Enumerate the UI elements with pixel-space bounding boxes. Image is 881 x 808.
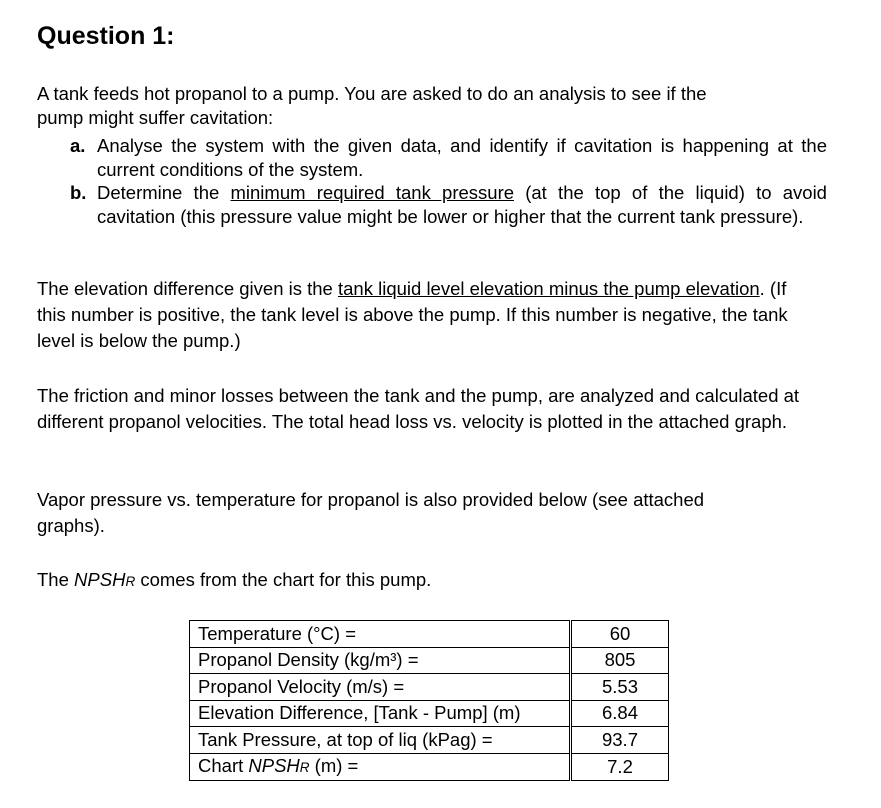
npshr-text-after: comes from the chart for this pump.: [135, 569, 432, 590]
npshr-text-npsh: NPSH: [74, 569, 126, 590]
task-item-a: [37, 134, 827, 181]
task-marker-b: b.: [70, 182, 87, 203]
table-value-cell: 6.84: [571, 700, 669, 727]
table-label-cell: Temperature (°C) =: [190, 621, 571, 648]
table-row: [190, 621, 669, 648]
elevation-paragraph: [37, 276, 812, 354]
intro-line-1: A tank feeds hot propanol to a pump. You are asked to do an analysis to see if the: [37, 83, 707, 104]
npshr-label-npsh: NPSH: [248, 754, 300, 776]
table-row: [190, 700, 669, 727]
npshr-text-before: The: [37, 569, 75, 590]
question-title: Question 1:: [37, 22, 175, 50]
table-row: [190, 647, 669, 674]
vapor-paragraph: Vapor pressure vs. temperature for propanol is also provided below (see attached graphs).: [37, 489, 705, 536]
task-item-b: [37, 181, 827, 228]
table-value-cell: 5.53: [571, 674, 669, 701]
table-label-cell: Tank Pressure, at top of liq (kPag) =: [190, 727, 571, 754]
table-value-cell: 60: [571, 621, 669, 648]
intro-paragraph: [37, 82, 827, 129]
table-value-cell: 7.2: [571, 753, 669, 780]
npshr-label-sub: R: [299, 759, 310, 775]
table-label-cell: Elevation Difference, [Tank - Pump] (m): [190, 700, 571, 727]
task-list: [37, 134, 827, 228]
task-text-b-after: (at the top of the liquid) to avoid cavitation (this pressure value might be lower or higher that the current tank pressure).: [97, 182, 827, 227]
intro-line-2: pump might suffer cavitation:: [37, 106, 274, 128]
task-text-a: Analyse the system with the given data, and identify if cavitation is happening at the current conditions of the system.: [97, 135, 827, 180]
elevation-text-after: . (If this number is positive, the tank level is above the pump. If this number is negative, the tank level is below the pump.): [37, 278, 788, 351]
table-row: [190, 727, 669, 754]
elevation-text-underlined: tank liquid level elevation minus the pump elevation: [338, 278, 760, 299]
table-label-cell: [190, 753, 571, 780]
task-text-b-before: Determine the: [97, 182, 231, 203]
npshr-label-before: Chart: [198, 754, 249, 776]
table-value-cell: 93.7: [571, 727, 669, 754]
npshr-label-after: (m) =: [309, 754, 359, 776]
table-label-cell: Propanol Velocity (m/s) =: [190, 674, 571, 701]
task-marker-a: a.: [70, 135, 86, 156]
task-text-b-underlined: minimum required tank pressure: [230, 182, 515, 203]
table-value-cell: 805: [571, 647, 669, 674]
table-row: [190, 753, 669, 780]
npshr-text-sub: R: [125, 574, 136, 589]
friction-paragraph: The friction and minor losses between the tank and the pump, are analyzed and calculated at different propanol velocities. The total head loss vs. velocity is plotted in the attached graph.: [37, 385, 800, 432]
npshr-paragraph: [37, 567, 827, 595]
parameters-table: [189, 620, 669, 781]
table-label-cell: Propanol Density (kg/m³) =: [190, 647, 571, 674]
elevation-text-before: The elevation difference given is the: [37, 278, 338, 299]
table-row: [190, 674, 669, 701]
